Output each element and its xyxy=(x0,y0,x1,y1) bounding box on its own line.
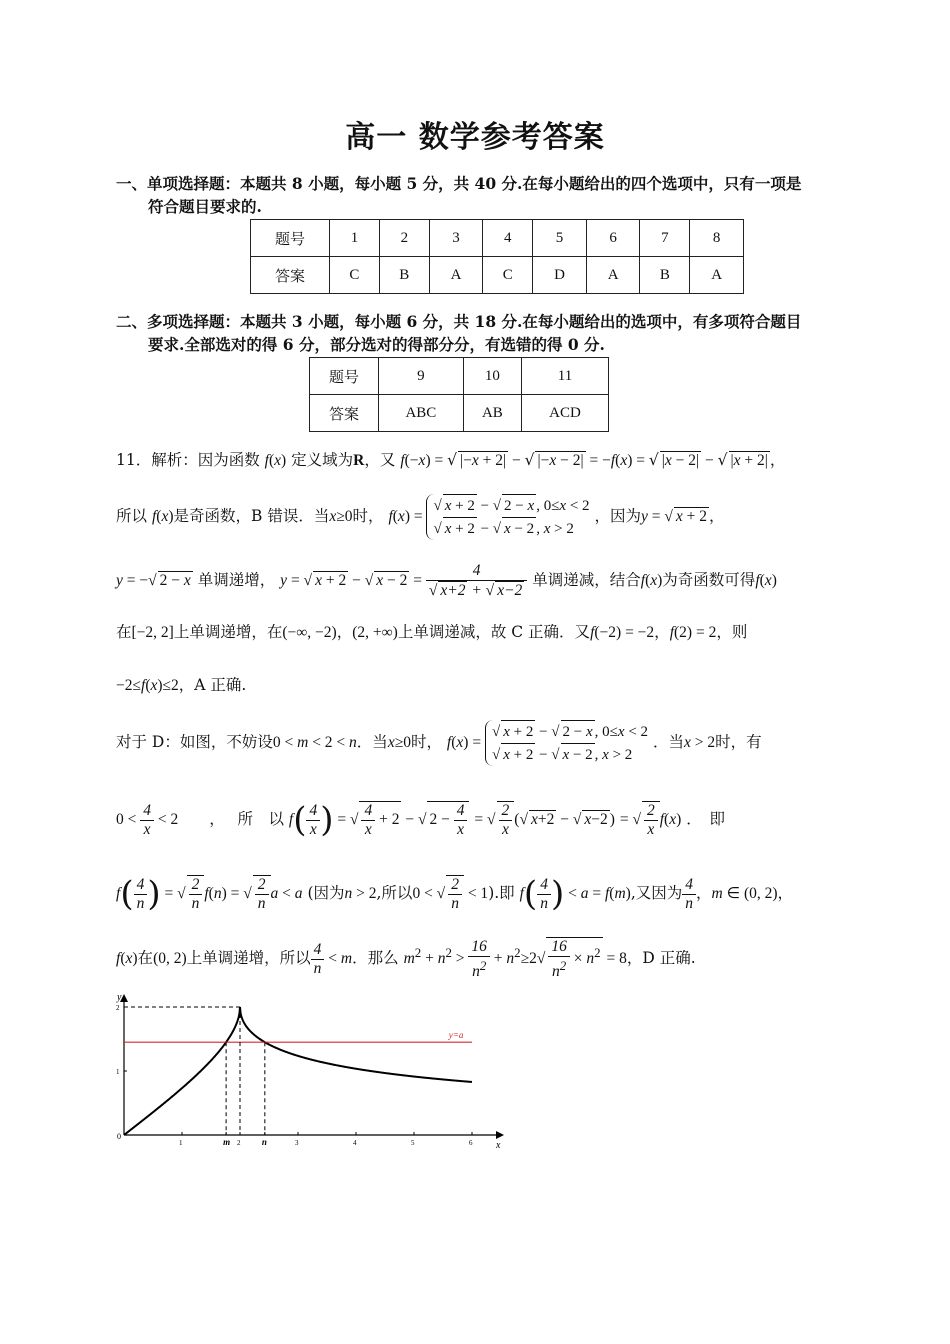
origin-label: 0 xyxy=(117,1132,121,1141)
table-cell: 1 xyxy=(330,220,380,257)
x-tick-label: m xyxy=(223,1137,231,1147)
solution-text: ，又 xyxy=(364,451,396,469)
function-curve xyxy=(124,1007,472,1135)
table-cell: 9 xyxy=(379,358,464,395)
solution-text: ，D 正确. xyxy=(626,949,696,968)
table-cell: AB xyxy=(463,395,521,432)
x-axis-label: x xyxy=(496,1140,501,1150)
table-header-cell: 答案 xyxy=(251,257,330,294)
table-cell: C xyxy=(330,257,380,294)
solution-text: (因为 xyxy=(307,884,345,902)
table-cell: B xyxy=(640,257,690,294)
table-cell: 8 xyxy=(690,220,744,257)
axis-ticks xyxy=(116,1004,473,1147)
table-row-answers xyxy=(310,395,609,432)
solution-text: 单调递减，结合 xyxy=(532,571,641,589)
section-1-line-2: 符合题目要求的. xyxy=(148,197,262,216)
section-2-heading xyxy=(116,310,846,356)
line-label-y-a: y=a xyxy=(448,1030,464,1041)
solution-text: 上单调递减，故 C 正确．又 xyxy=(397,623,591,641)
piecewise-brace: √ x + 2 − √ 2 − x , 0≤x < 2 √ x + 2 − √ x − 2 , x > 2 xyxy=(426,494,589,540)
solution-text: ).即 xyxy=(488,884,515,902)
table-cell: 6 xyxy=(586,220,640,257)
solution-text: 所 以 xyxy=(237,810,284,828)
table-cell: B xyxy=(379,257,429,294)
solution-line-9: f(x)在(0, 2)上单调递增，所以 $\frac{4}{n}$ < m．那么 $m^2 + n^2$ > $\frac{16}{n^2}$ + $n^2\ge 2√$ $\frac{16}{n^2}$ × $n^2 = 8$，D 正确. xyxy=(116,937,696,981)
x-tick-label: 2 xyxy=(237,1139,241,1147)
solution-text: 上单调递增，所以 xyxy=(186,949,311,968)
solution-text: 在 xyxy=(137,949,154,968)
table-header-cell: 题号 xyxy=(310,358,379,395)
x-tick-label: n xyxy=(261,1137,267,1147)
table-cell: ACD xyxy=(521,395,608,432)
y-tick-label: 1 xyxy=(116,1068,120,1076)
solution-text: 上单调递增，在 xyxy=(173,623,283,641)
solution-text: ，A 正确. xyxy=(178,676,247,694)
solution-text: 时， xyxy=(410,733,442,751)
solution-text: ．当 xyxy=(356,733,388,751)
answer-table-single-choice xyxy=(250,219,744,294)
solution-line-6: 对于 D：如图，不妨设0 < m < 2 < n．当x≥0时， f(x) = √ x + 2 − √ 2 − x , 0≤x < 2 √ x + 2 − √ x − 2 , x > 2 ．当x > 2时，有 xyxy=(116,720,846,766)
solution-text: 单调递增， xyxy=(197,571,276,589)
solution-text: 11．解析：因为函数 xyxy=(116,451,260,469)
answer-table-multi-choice xyxy=(309,357,609,432)
piecewise-brace: √ x + 2 − √ 2 − x , 0≤x < 2 √ x + 2 − √ x − 2 , x > 2 xyxy=(485,720,648,766)
solution-text: ．那么 xyxy=(352,949,399,968)
table-header-cell: 答案 xyxy=(310,395,379,432)
solution-text: 是奇函数，B 错误．当 xyxy=(173,507,330,525)
solution-text: 定义域为 xyxy=(291,451,354,469)
solution-line-1: 11．解析：因为函数 f(x) 定义域为R，又 f(−x) = √ |−x + 2| − √ |−x − 2| = −f(x) = √ |x − 2| − √ |x + 2| ， xyxy=(116,448,846,470)
section-2-line-2: 要求.全部选对的得 6 分，部分选对的得部分分，有选错的得 0 分. xyxy=(148,335,605,354)
table-row-answers xyxy=(251,257,744,294)
table-cell: 5 xyxy=(533,220,587,257)
solution-text: 时， xyxy=(352,507,384,525)
table-cell: 11 xyxy=(521,358,608,395)
solution-line-5: −2≤f(x)≤2，A 正确. xyxy=(116,676,247,694)
table-header-cell: 题号 xyxy=(251,220,330,257)
solution-text: 时，有 xyxy=(715,733,762,751)
section-2-line-1: 二、多项选择题：本题共 3 小题，每小题 6 分，共 18 分.在每小题给出的选项中，有多项符合题目 xyxy=(116,312,802,331)
y-axis-label: y xyxy=(117,992,122,1003)
y-tick-label: 2 xyxy=(116,1004,120,1012)
table-cell: A xyxy=(586,257,640,294)
x-tick-label: 3 xyxy=(295,1139,299,1147)
x-tick-label: 1 xyxy=(179,1139,183,1147)
solution-text: ． 即 xyxy=(686,810,725,828)
table-cell: 3 xyxy=(429,220,483,257)
table-cell: C xyxy=(483,257,533,294)
solution-line-8: f( $\frac{4}{n}$ ) = √ $\frac{2}{n}$ f(n) = √ $\frac{2}{n}$ a < a (因为n > 2,所以0 < √ $\frac{2}{n}$ < 1).即 f( $\frac{4}{n}$ ) < a = f(m),又因为 $\frac{4}{n}$ ，m ∈ (0, 2)， xyxy=(116,874,794,914)
table-row-questions xyxy=(310,358,609,395)
solution-text: ,所以 xyxy=(376,884,413,902)
solution-line-3: y = −√ 2 − x 单调递增， y = √ x + 2 − √ x − 2 = $\frac{4}{√ x+2 + √ x-2}$ 单调递减，结合f(x)为奇函数可得f(x) xyxy=(116,562,777,599)
table-cell: 10 xyxy=(463,358,521,395)
dashed-guides xyxy=(124,1007,265,1135)
section-1-line-1: 一、单项选择题：本题共 8 小题，每小题 5 分，共 40 分.在每小题给出的四个选项中，只有一项是 xyxy=(116,174,802,193)
x-tick-label: 4 xyxy=(353,1139,357,1147)
table-cell: A xyxy=(429,257,483,294)
solution-text: ，则 xyxy=(716,623,748,641)
table-cell: ABC xyxy=(379,395,464,432)
solution-text: ，因为 xyxy=(594,507,642,525)
solution-text: 所以 xyxy=(116,507,148,525)
solution-line-7: 0 < $\frac{4}{x}$ < 2 ， 所 以 f( $\frac{4}{x}$ ) = √ $\frac{4}{x}$ + 2 − √ 2 − $\frac{4}{x}$ = √ $\frac{2}{x}$ (√ x+2 − √ x−2 ) = √ $\frac{2}{x}$ f(x) ． 即 xyxy=(116,800,725,840)
solution-text: 对于 D：如图，不妨设 xyxy=(116,733,273,751)
page-title: 高一 数学参考答案 xyxy=(345,120,605,155)
table-cell: 7 xyxy=(640,220,690,257)
solution-text: ．当 xyxy=(652,733,684,751)
solution-text: 在 xyxy=(116,623,132,641)
table-cell: 4 xyxy=(483,220,533,257)
x-axis-arrow xyxy=(496,1131,504,1139)
x-tick-label: 5 xyxy=(411,1139,415,1147)
section-1-heading xyxy=(116,172,846,218)
table-cell: A xyxy=(690,257,744,294)
table-row-questions xyxy=(251,220,744,257)
solution-text: 为奇函数可得 xyxy=(662,571,756,589)
solution-line-4: 在[−2, 2]上单调递增，在(−∞, −2)，(2, +∞)上单调递减，故 C 正确．又f(−2) = −2，f(2) = 2，则 xyxy=(116,623,748,641)
solution-line-2: 所以 f(x)是奇函数，B 错误．当x≥0时， f(x) = √ x + 2 − √ 2 − x , 0≤x < 2 √ x + 2 − √ x − 2 , x > 2 ，因为y = √ x + 2 ， xyxy=(116,494,846,540)
table-cell: D xyxy=(533,257,587,294)
function-graph xyxy=(108,990,508,1150)
solution-text: R xyxy=(353,452,365,469)
solution-text: ,又因为 xyxy=(630,884,683,902)
table-cell: 2 xyxy=(379,220,429,257)
x-tick-label: 6 xyxy=(469,1139,473,1147)
